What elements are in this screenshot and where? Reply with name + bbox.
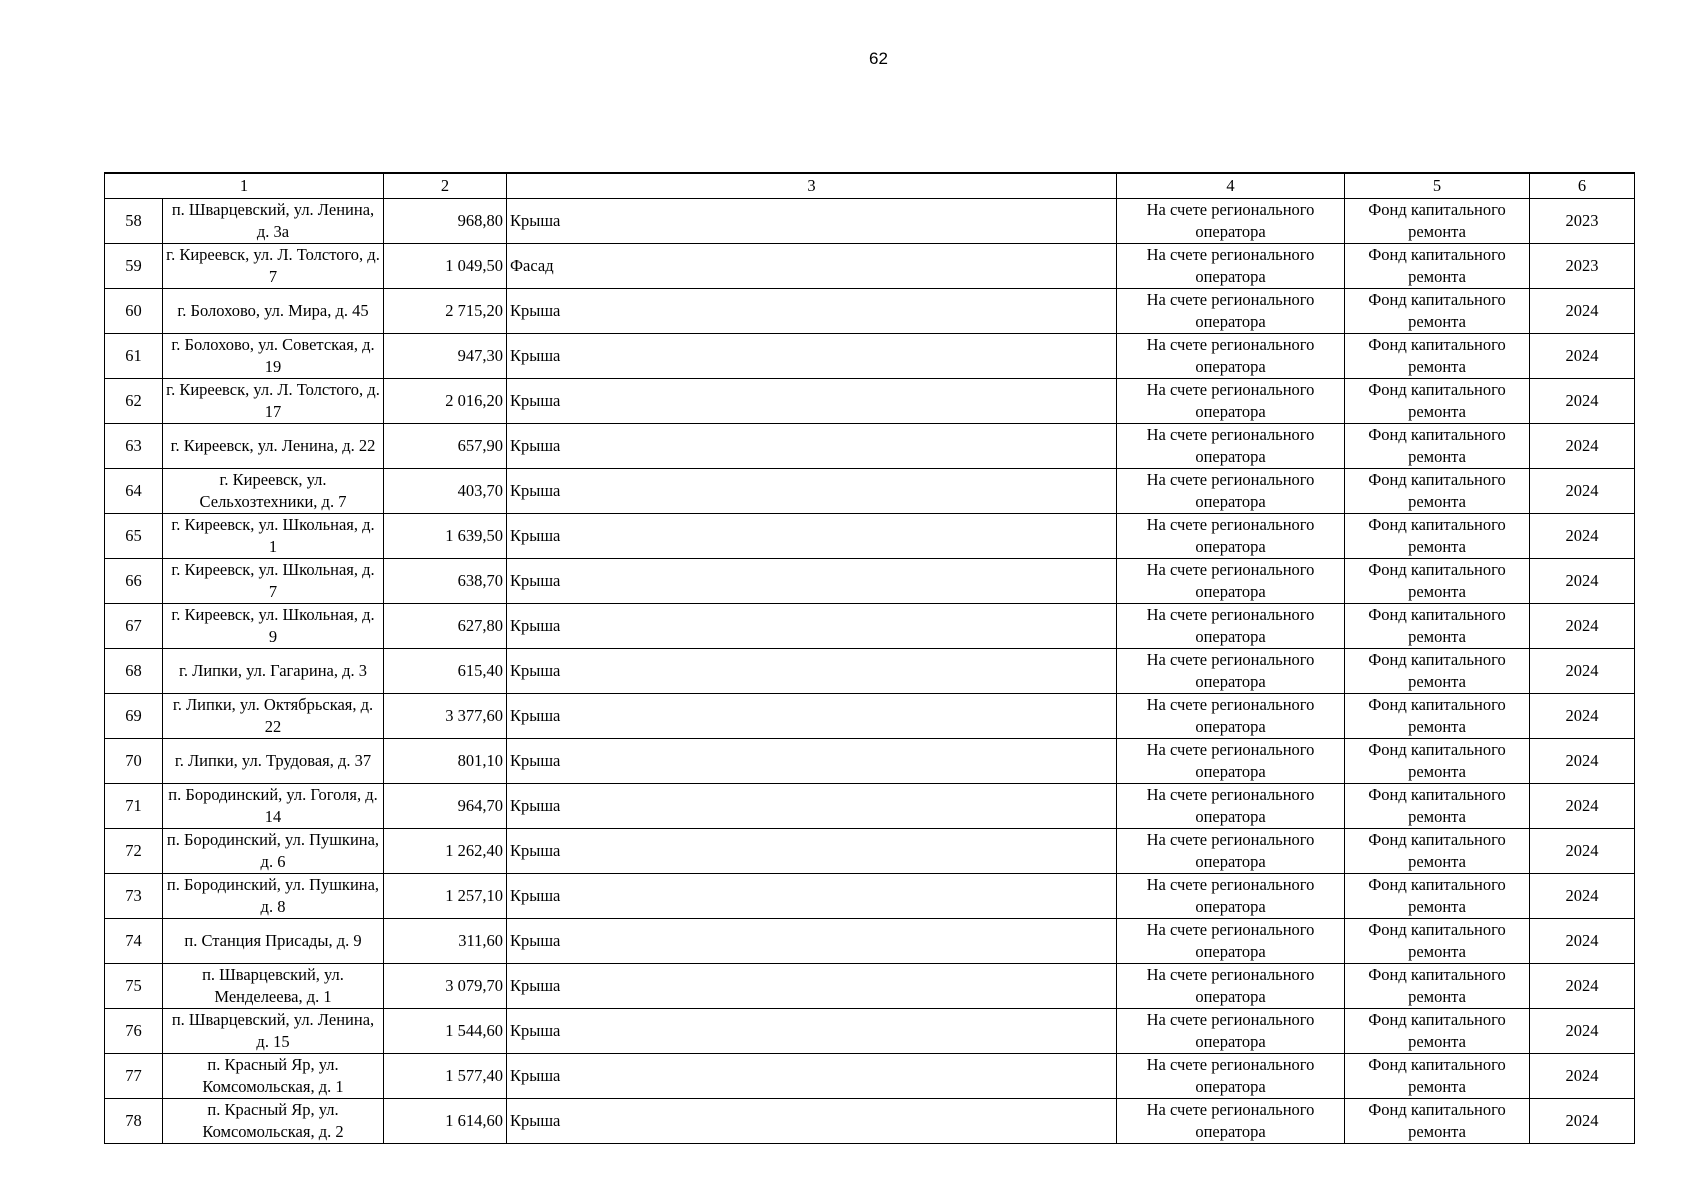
work-type-cell: Крыша — [507, 694, 1117, 739]
fund-cell: Фонд капитального ремонта — [1345, 604, 1530, 649]
area-cell: 968,80 — [384, 199, 507, 244]
account-cell: На счете регионального оператора — [1117, 1054, 1345, 1099]
row-number: 75 — [105, 964, 163, 1009]
work-type-cell: Крыша — [507, 784, 1117, 829]
work-type-cell: Крыша — [507, 514, 1117, 559]
area-cell: 3 079,70 — [384, 964, 507, 1009]
table-row — [105, 334, 1635, 379]
account-cell: На счете регионального оператора — [1117, 874, 1345, 919]
column-header-1: 1 — [105, 173, 384, 199]
year-cell: 2023 — [1530, 244, 1635, 289]
year-cell: 2024 — [1530, 739, 1635, 784]
work-type-cell: Крыша — [507, 919, 1117, 964]
account-cell: На счете регионального оператора — [1117, 559, 1345, 604]
column-header-5: 5 — [1345, 173, 1530, 199]
table-row — [105, 829, 1635, 874]
work-type-cell: Крыша — [507, 964, 1117, 1009]
account-cell: На счете регионального оператора — [1117, 469, 1345, 514]
address-cell: г. Киреевск, ул. Сельхозтехники, д. 7 — [163, 469, 384, 514]
account-cell: На счете регионального оператора — [1117, 199, 1345, 244]
fund-cell: Фонд капитального ремонта — [1345, 784, 1530, 829]
column-header-3: 3 — [507, 173, 1117, 199]
area-cell: 1 639,50 — [384, 514, 507, 559]
year-cell: 2024 — [1530, 604, 1635, 649]
work-type-cell: Крыша — [507, 1099, 1117, 1144]
account-cell: На счете регионального оператора — [1117, 1099, 1345, 1144]
address-cell: п. Шварцевский, ул. Ленина, д. 15 — [163, 1009, 384, 1054]
work-type-cell: Крыша — [507, 604, 1117, 649]
column-header-4: 4 — [1117, 173, 1345, 199]
fund-cell: Фонд капитального ремонта — [1345, 739, 1530, 784]
row-number: 67 — [105, 604, 163, 649]
table-row — [105, 559, 1635, 604]
table-row — [105, 919, 1635, 964]
address-cell: г. Липки, ул. Гагарина, д. 3 — [163, 649, 384, 694]
account-cell: На счете регионального оператора — [1117, 739, 1345, 784]
row-number: 71 — [105, 784, 163, 829]
table-row — [105, 874, 1635, 919]
fund-cell: Фонд капитального ремонта — [1345, 289, 1530, 334]
table-row — [105, 469, 1635, 514]
address-cell: п. Бородинский, ул. Пушкина, д. 6 — [163, 829, 384, 874]
year-cell: 2024 — [1530, 1054, 1635, 1099]
fund-cell: Фонд капитального ремонта — [1345, 964, 1530, 1009]
work-type-cell: Крыша — [507, 739, 1117, 784]
column-header-6: 6 — [1530, 173, 1635, 199]
area-cell: 1 049,50 — [384, 244, 507, 289]
table-row — [105, 244, 1635, 289]
address-cell: п. Красный Яр, ул. Комсомольская, д. 2 — [163, 1099, 384, 1144]
table-row — [105, 379, 1635, 424]
year-cell: 2024 — [1530, 964, 1635, 1009]
table-row — [105, 649, 1635, 694]
fund-cell: Фонд капитального ремонта — [1345, 559, 1530, 604]
account-cell: На счете регионального оператора — [1117, 604, 1345, 649]
row-number: 66 — [105, 559, 163, 604]
fund-cell: Фонд капитального ремонта — [1345, 469, 1530, 514]
fund-cell: Фонд капитального ремонта — [1345, 874, 1530, 919]
year-cell: 2024 — [1530, 784, 1635, 829]
table-row — [105, 289, 1635, 334]
work-type-cell: Крыша — [507, 1009, 1117, 1054]
row-number: 62 — [105, 379, 163, 424]
year-cell: 2024 — [1530, 1009, 1635, 1054]
row-number: 59 — [105, 244, 163, 289]
work-type-cell: Крыша — [507, 829, 1117, 874]
address-cell: г. Липки, ул. Октябрьская, д. 22 — [163, 694, 384, 739]
area-cell: 638,70 — [384, 559, 507, 604]
year-cell: 2024 — [1530, 694, 1635, 739]
table-row — [105, 199, 1635, 244]
account-cell: На счете регионального оператора — [1117, 919, 1345, 964]
area-cell: 2 715,20 — [384, 289, 507, 334]
fund-cell: Фонд капитального ремонта — [1345, 514, 1530, 559]
row-number: 77 — [105, 1054, 163, 1099]
fund-cell: Фонд капитального ремонта — [1345, 334, 1530, 379]
fund-cell: Фонд капитального ремонта — [1345, 919, 1530, 964]
work-type-cell: Крыша — [507, 289, 1117, 334]
year-cell: 2024 — [1530, 334, 1635, 379]
area-cell: 311,60 — [384, 919, 507, 964]
fund-cell: Фонд капитального ремонта — [1345, 649, 1530, 694]
account-cell: На счете регионального оператора — [1117, 964, 1345, 1009]
row-number: 74 — [105, 919, 163, 964]
area-cell: 1 577,40 — [384, 1054, 507, 1099]
address-cell: п. Станция Присады, д. 9 — [163, 919, 384, 964]
repair-schedule-table — [104, 172, 1635, 1144]
row-number: 72 — [105, 829, 163, 874]
account-cell: На счете регионального оператора — [1117, 784, 1345, 829]
table-row — [105, 1009, 1635, 1054]
address-cell: п. Бородинский, ул. Гоголя, д. 14 — [163, 784, 384, 829]
address-cell: г. Киреевск, ул. Ленина, д. 22 — [163, 424, 384, 469]
table-row — [105, 784, 1635, 829]
area-cell: 1 262,40 — [384, 829, 507, 874]
account-cell: На счете регионального оператора — [1117, 289, 1345, 334]
address-cell: п. Шварцевский, ул. Ленина, д. 3а — [163, 199, 384, 244]
address-cell: г. Киреевск, ул. Л. Толстого, д. 7 — [163, 244, 384, 289]
area-cell: 615,40 — [384, 649, 507, 694]
fund-cell: Фонд капитального ремонта — [1345, 199, 1530, 244]
row-number: 76 — [105, 1009, 163, 1054]
work-type-cell: Крыша — [507, 874, 1117, 919]
account-cell: На счете регионального оператора — [1117, 379, 1345, 424]
table-row — [105, 1054, 1635, 1099]
area-cell: 1 257,10 — [384, 874, 507, 919]
year-cell: 2024 — [1530, 514, 1635, 559]
address-cell: г. Киреевск, ул. Л. Толстого, д. 17 — [163, 379, 384, 424]
page-number: 62 — [869, 49, 888, 68]
table-body — [105, 199, 1635, 1144]
area-cell: 947,30 — [384, 334, 507, 379]
area-cell: 657,90 — [384, 424, 507, 469]
row-number: 73 — [105, 874, 163, 919]
account-cell: На счете регионального оператора — [1117, 829, 1345, 874]
fund-cell: Фонд капитального ремонта — [1345, 244, 1530, 289]
address-cell: г. Болохово, ул. Советская, д. 19 — [163, 334, 384, 379]
fund-cell: Фонд капитального ремонта — [1345, 379, 1530, 424]
address-cell: п. Шварцевский, ул. Менделеева, д. 1 — [163, 964, 384, 1009]
row-number: 60 — [105, 289, 163, 334]
account-cell: На счете регионального оператора — [1117, 694, 1345, 739]
table-row — [105, 424, 1635, 469]
account-cell: На счете регионального оператора — [1117, 244, 1345, 289]
row-number: 63 — [105, 424, 163, 469]
fund-cell: Фонд капитального ремонта — [1345, 1009, 1530, 1054]
area-cell: 3 377,60 — [384, 694, 507, 739]
work-type-cell: Крыша — [507, 559, 1117, 604]
address-cell: г. Киреевск, ул. Школьная, д. 9 — [163, 604, 384, 649]
year-cell: 2024 — [1530, 379, 1635, 424]
area-cell: 627,80 — [384, 604, 507, 649]
year-cell: 2024 — [1530, 1099, 1635, 1144]
row-number: 68 — [105, 649, 163, 694]
area-cell: 1 544,60 — [384, 1009, 507, 1054]
work-type-cell: Крыша — [507, 469, 1117, 514]
address-cell: п. Красный Яр, ул. Комсомольская, д. 1 — [163, 1054, 384, 1099]
table-row — [105, 514, 1635, 559]
fund-cell: Фонд капитального ремонта — [1345, 1054, 1530, 1099]
area-cell: 801,10 — [384, 739, 507, 784]
year-cell: 2024 — [1530, 874, 1635, 919]
row-number: 69 — [105, 694, 163, 739]
row-number: 65 — [105, 514, 163, 559]
row-number: 78 — [105, 1099, 163, 1144]
row-number: 70 — [105, 739, 163, 784]
account-cell: На счете регионального оператора — [1117, 514, 1345, 559]
address-cell: п. Бородинский, ул. Пушкина, д. 8 — [163, 874, 384, 919]
row-number: 64 — [105, 469, 163, 514]
account-cell: На счете регионального оператора — [1117, 424, 1345, 469]
work-type-cell: Крыша — [507, 649, 1117, 694]
table-row — [105, 964, 1635, 1009]
address-cell: г. Киреевск, ул. Школьная, д. 7 — [163, 559, 384, 604]
address-cell: г. Киреевск, ул. Школьная, д. 1 — [163, 514, 384, 559]
year-cell: 2024 — [1530, 559, 1635, 604]
work-type-cell: Крыша — [507, 424, 1117, 469]
account-cell: На счете регионального оператора — [1117, 1009, 1345, 1054]
year-cell: 2024 — [1530, 469, 1635, 514]
year-cell: 2024 — [1530, 289, 1635, 334]
year-cell: 2024 — [1530, 424, 1635, 469]
fund-cell: Фонд капитального ремонта — [1345, 694, 1530, 739]
work-type-cell: Крыша — [507, 1054, 1117, 1099]
account-cell: На счете регионального оператора — [1117, 649, 1345, 694]
table-row — [105, 604, 1635, 649]
table-row — [105, 1099, 1635, 1144]
fund-cell: Фонд капитального ремонта — [1345, 829, 1530, 874]
fund-cell: Фонд капитального ремонта — [1345, 1099, 1530, 1144]
year-cell: 2024 — [1530, 919, 1635, 964]
work-type-cell: Крыша — [507, 334, 1117, 379]
work-type-cell: Крыша — [507, 379, 1117, 424]
table-row — [105, 739, 1635, 784]
fund-cell: Фонд капитального ремонта — [1345, 424, 1530, 469]
address-cell: г. Болохово, ул. Мира, д. 45 — [163, 289, 384, 334]
table-row — [105, 694, 1635, 739]
column-number-header-row — [105, 173, 1635, 199]
column-header-2: 2 — [384, 173, 507, 199]
area-cell: 2 016,20 — [384, 379, 507, 424]
work-type-cell: Фасад — [507, 244, 1117, 289]
area-cell: 964,70 — [384, 784, 507, 829]
area-cell: 403,70 — [384, 469, 507, 514]
year-cell: 2024 — [1530, 649, 1635, 694]
account-cell: На счете регионального оператора — [1117, 334, 1345, 379]
area-cell: 1 614,60 — [384, 1099, 507, 1144]
work-type-cell: Крыша — [507, 199, 1117, 244]
row-number: 61 — [105, 334, 163, 379]
address-cell: г. Липки, ул. Трудовая, д. 37 — [163, 739, 384, 784]
row-number: 58 — [105, 199, 163, 244]
year-cell: 2023 — [1530, 199, 1635, 244]
year-cell: 2024 — [1530, 829, 1635, 874]
